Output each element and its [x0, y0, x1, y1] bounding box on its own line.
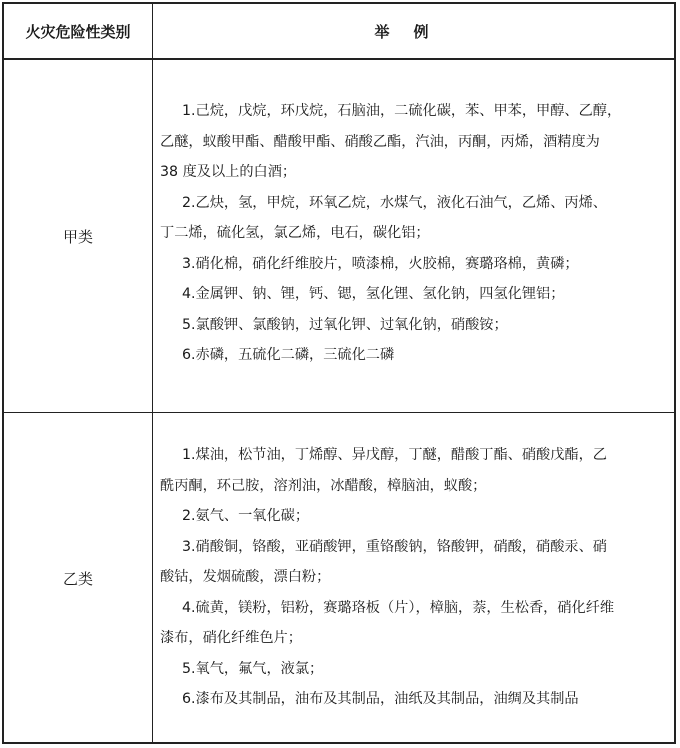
example-line: 3.硝化棉，硝化纤维胶片，喷漆棉，火胶棉，赛璐珞棉，黄磷；	[182, 255, 579, 272]
example-line: 38 度及以上的白酒；	[160, 164, 297, 180]
examples-class-a	[160, 96, 665, 371]
example-line: 2.氨气、一氧化碳；	[182, 508, 310, 524]
category-class-b: 乙类	[62, 570, 93, 588]
example-line: 丁二烯，硫化氢，氯乙烯，电石，碳化铝；	[160, 225, 430, 241]
example-line: 2.乙炔，氢，甲烷，环氧乙烷，水煤气，液化石油气，乙烯、丙烯、	[182, 194, 607, 211]
example-line: 漆布，硝化纤维色片；	[160, 630, 302, 646]
category-class-a: 甲类	[62, 227, 93, 246]
example-line: 1.煤油，松节油，丁烯醇、异戊醇，丁醚，醋酸丁酯、硝酸戊酯，乙	[182, 447, 607, 463]
header-category: 火灾危险性类别	[25, 22, 131, 41]
example-line: 酸钴，发烟硫酸，漂白粉；	[160, 569, 331, 585]
example-line: 6.漆布及其制品，油布及其制品，油纸及其制品，油绸及其制品	[182, 691, 579, 707]
examples-class-b	[160, 440, 665, 715]
example-line: 酰丙酮，环己胺，溶剂油，冰醋酸，樟脑油，蚁酸；	[160, 477, 487, 494]
column-divider	[152, 4, 153, 742]
example-line: 6.赤磷，五硫化二磷，三硫化二磷	[182, 347, 395, 363]
example-line: 1.己烷，戊烷，环戊烷，石脑油，二硫化碳，苯、甲苯，甲醇、乙醇，	[182, 103, 622, 119]
example-line: 5.氧气，氟气，液氯；	[182, 660, 324, 677]
example-line: 乙醚，蚁酸甲酯、醋酸甲酯、硝酸乙酯，汽油，丙酮，丙烯，酒精度为	[160, 133, 600, 150]
header-examples: 举例	[374, 22, 453, 41]
example-line: 4.金属钾、钠、锂，钙、锶，氢化锂、氢化钠，四氢化锂铝；	[182, 286, 565, 302]
example-line: 3.硝酸铜，铬酸，亚硝酸钾，重铬酸钠，铬酸钾，硝酸，硝酸汞、硝	[182, 538, 607, 555]
example-line: 4.硫黄，镁粉，铝粉，赛璐珞板（片），樟脑，萘，生松香，硝化纤维	[182, 599, 615, 616]
example-line: 5.氯酸钾、氯酸钠，过氧化钾、过氧化钠，硝酸铵；	[182, 316, 508, 333]
